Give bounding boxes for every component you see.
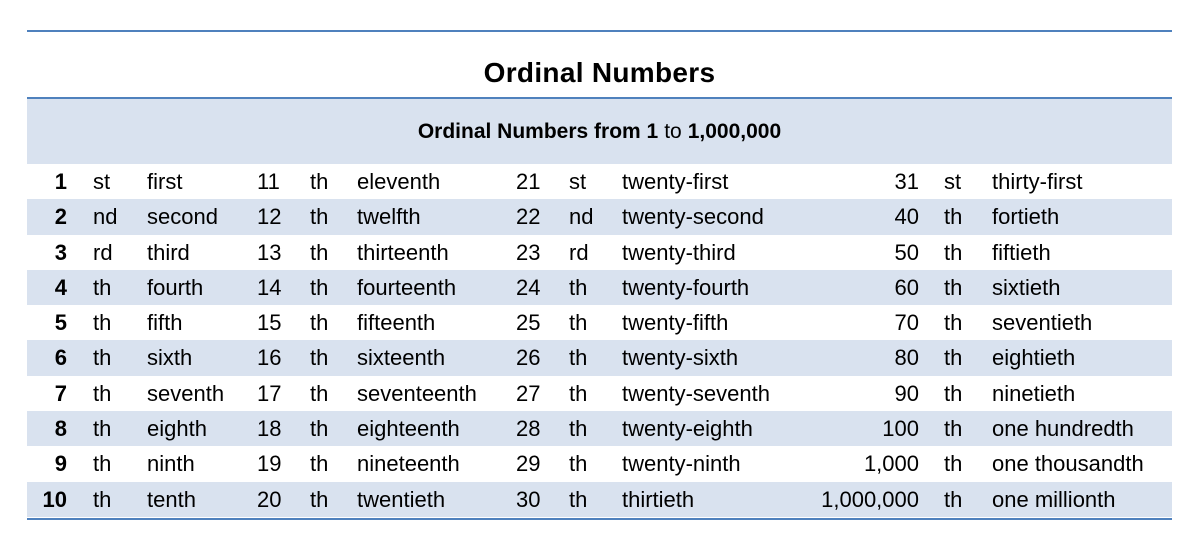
ordinal-number: 26: [516, 345, 541, 371]
ordinal-number: 24: [516, 274, 541, 300]
ordinal-number: 10: [42, 486, 67, 512]
ordinal-suffix: th: [310, 169, 329, 194]
ordinal-word: eighteenth: [357, 416, 460, 442]
ordinal-word: twentieth: [357, 486, 446, 512]
ordinal-suffix: th: [310, 380, 329, 406]
ordinal-number: 70: [894, 310, 919, 336]
ordinal-suffix: th: [569, 274, 588, 300]
ordinal-word: sixtieth: [992, 274, 1061, 300]
ordinal-suffix: th: [93, 380, 112, 406]
table-row: [27, 340, 1172, 375]
ordinal-word: fifth: [147, 310, 183, 336]
ordinal-suffix: th: [310, 239, 329, 265]
ordinal-word: fortieth: [992, 204, 1060, 230]
ordinal-suffix: th: [310, 310, 329, 336]
ordinal-suffix: th: [93, 274, 112, 300]
ordinal-word: sixth: [147, 345, 193, 371]
ordinal-suffix: st: [944, 169, 962, 194]
ordinal-word: fifteenth: [357, 310, 436, 336]
ordinal-word: first: [147, 169, 183, 194]
table-row: [27, 376, 1172, 411]
ordinal-number: 6: [54, 345, 67, 371]
ordinal-word: one thousandth: [992, 451, 1144, 477]
ordinal-suffix: th: [944, 310, 963, 336]
ordinal-suffix: th: [93, 451, 112, 477]
ordinal-word: ninetieth: [992, 380, 1076, 406]
ordinal-table: [27, 164, 1172, 517]
table-row: [27, 235, 1172, 270]
ordinal-word: twenty-eighth: [622, 416, 753, 442]
ordinal-suffix: rd: [93, 239, 113, 265]
ordinal-word: third: [147, 239, 190, 265]
ordinal-number: 1: [54, 169, 67, 194]
table-row: [27, 199, 1172, 234]
ordinal-word: twenty-sixth: [622, 345, 739, 371]
ordinal-word: twelfth: [357, 204, 421, 230]
ordinal-word: thirteenth: [357, 239, 449, 265]
ordinal-number: 50: [894, 239, 919, 265]
ordinal-number: 31: [894, 169, 919, 194]
caption-to: to: [664, 119, 682, 143]
ordinal-word: twenty-seventh: [622, 380, 770, 406]
ordinal-word: twenty-second: [622, 204, 764, 230]
ordinal-number: 7: [54, 380, 67, 406]
ordinal-word: one hundredth: [992, 416, 1134, 442]
ordinal-suffix: th: [944, 486, 963, 512]
bottom-divider: [27, 518, 1172, 520]
ordinal-suffix: th: [569, 380, 588, 406]
table-row: [27, 164, 1172, 199]
ordinal-word: fiftieth: [992, 239, 1051, 265]
ordinal-word: fourth: [147, 274, 204, 300]
ordinal-number: 9: [54, 451, 67, 477]
ordinal-number: 29: [516, 451, 541, 477]
ordinal-number: 60: [894, 274, 919, 300]
ordinal-word: eleventh: [357, 169, 441, 194]
ordinal-suffix: th: [569, 345, 588, 371]
ordinal-suffix: th: [944, 451, 963, 477]
ordinal-suffix: th: [93, 416, 112, 442]
ordinal-number: 19: [257, 451, 282, 477]
ordinal-word: fourteenth: [357, 274, 457, 300]
ordinal-suffix: th: [310, 486, 329, 512]
ordinal-suffix: th: [310, 451, 329, 477]
ordinal-suffix: th: [569, 416, 588, 442]
ordinal-word: one millionth: [992, 486, 1116, 512]
ordinal-word: nineteenth: [357, 451, 460, 477]
ordinal-word: sixteenth: [357, 345, 446, 371]
ordinal-suffix: st: [93, 169, 111, 194]
table-caption: [27, 99, 1172, 164]
ordinal-suffix: st: [569, 169, 587, 194]
ordinal-suffix: th: [310, 345, 329, 371]
ordinal-number: 100: [882, 416, 919, 442]
ordinal-number: 14: [257, 274, 282, 300]
ordinal-number: 20: [257, 486, 282, 512]
ordinal-word: tenth: [147, 486, 196, 512]
ordinal-word: thirtieth: [622, 486, 695, 512]
ordinal-number: 1,000,000: [821, 486, 919, 512]
ordinal-word: seventieth: [992, 310, 1093, 336]
ordinal-number: 11: [257, 169, 280, 194]
ordinal-suffix: th: [944, 345, 963, 371]
ordinal-suffix: th: [569, 486, 588, 512]
ordinal-word: twenty-first: [622, 169, 729, 194]
ordinal-number: 2: [54, 204, 67, 230]
ordinal-word: twenty-fifth: [622, 310, 729, 336]
ordinal-word: twenty-fourth: [622, 274, 750, 300]
ordinal-word: ninth: [147, 451, 195, 477]
ordinal-suffix: nd: [569, 204, 594, 230]
ordinal-number: 30: [516, 486, 541, 512]
caption-lead: Ordinal Numbers from 1: [417, 119, 659, 143]
ordinal-number: 90: [894, 380, 919, 406]
ordinal-number: 23: [516, 239, 541, 265]
ordinal-suffix: th: [944, 380, 963, 406]
ordinal-number: 28: [516, 416, 541, 442]
table-row: [27, 482, 1172, 517]
top-divider: [27, 30, 1172, 32]
ordinal-number: 1,000: [863, 451, 919, 477]
ordinal-suffix: th: [93, 486, 112, 512]
ordinal-suffix: rd: [569, 239, 589, 265]
ordinal-suffix: th: [944, 274, 963, 300]
ordinal-number: 25: [516, 310, 541, 336]
ordinal-word: thirty-first: [992, 169, 1083, 194]
ordinal-number: 80: [894, 345, 919, 371]
page-title: Ordinal Numbers: [483, 57, 716, 88]
ordinal-word: eightieth: [992, 345, 1076, 371]
ordinal-number: 17: [257, 380, 282, 406]
ordinal-word: twenty-ninth: [622, 451, 741, 477]
ordinal-number: 18: [257, 416, 282, 442]
ordinal-number: 5: [54, 310, 67, 336]
ordinal-number: 12: [257, 204, 282, 230]
ordinal-suffix: th: [93, 345, 112, 371]
ordinal-word: seventh: [147, 380, 225, 406]
table-row: [27, 270, 1172, 305]
caption-end: 1,000,000: [687, 119, 782, 143]
ordinal-suffix: th: [569, 451, 588, 477]
ordinal-number: 16: [257, 345, 282, 371]
ordinal-suffix: th: [569, 310, 588, 336]
ordinal-number: 22: [516, 204, 541, 230]
table-row: [27, 411, 1172, 446]
ordinal-number: 27: [516, 380, 541, 406]
ordinal-number: 15: [257, 310, 282, 336]
ordinal-word: seventeenth: [357, 380, 477, 406]
ordinal-suffix: th: [310, 274, 329, 300]
ordinal-suffix: th: [310, 204, 329, 230]
ordinal-suffix: th: [944, 204, 963, 230]
ordinal-number: 4: [54, 274, 67, 300]
ordinal-word: twenty-third: [622, 239, 736, 265]
ordinal-number: 40: [894, 204, 919, 230]
ordinal-word: second: [147, 204, 218, 230]
ordinal-suffix: nd: [93, 204, 118, 230]
ordinal-number: 8: [54, 416, 67, 442]
ordinal-suffix: th: [944, 416, 963, 442]
ordinal-number: 3: [54, 239, 67, 265]
ordinal-word: eighth: [147, 416, 207, 442]
table-row: [27, 446, 1172, 481]
ordinal-number: 13: [257, 239, 282, 265]
ordinal-suffix: th: [944, 239, 963, 265]
table-row: [27, 305, 1172, 340]
ordinal-suffix: th: [310, 416, 329, 442]
ordinal-suffix: th: [93, 310, 112, 336]
ordinal-number: 21: [516, 169, 541, 194]
